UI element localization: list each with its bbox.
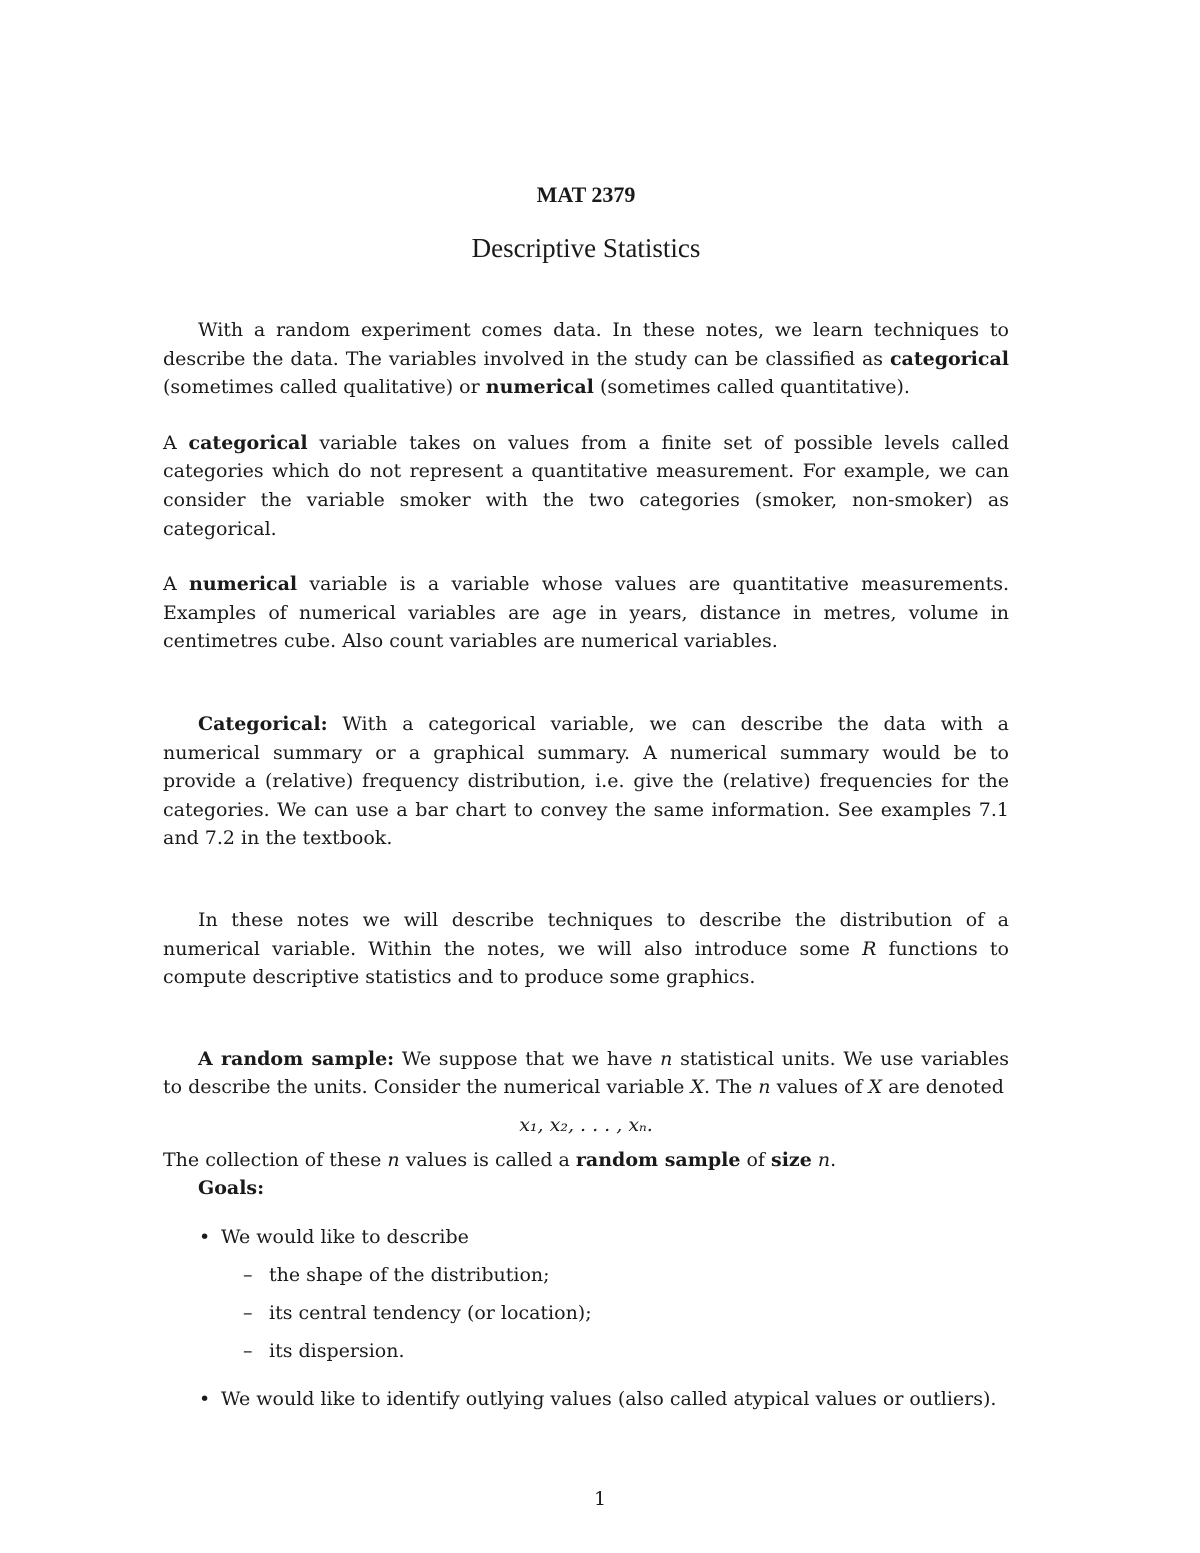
bold-size: size (771, 1148, 812, 1171)
dash-icon: – (243, 1264, 253, 1287)
var-x: X (868, 1076, 883, 1099)
intro-bold-numerical: numerical (485, 376, 594, 399)
collection-sentence (163, 1146, 1009, 1175)
random-sample-paragraph (163, 1045, 1009, 1102)
dash-icon: – (243, 1302, 253, 1325)
intro-text-2: (sometimes called qualitative) or (163, 376, 486, 399)
goals-heading: Goals: (198, 1177, 265, 1200)
numdef-bold: numerical (189, 573, 298, 596)
coll-text-2: values is called a (399, 1148, 576, 1171)
intro-text-3: (sometimes called quantitative). (593, 376, 910, 399)
list-item (221, 1337, 1009, 1365)
sub-item-shape: the shape of the distribution; (269, 1264, 550, 1287)
coll-text-1: The collection of these (163, 1148, 388, 1171)
list-item (221, 1299, 1009, 1327)
categorical-heading: Categorical: (198, 712, 328, 735)
course-code: MAT 2379 (536, 182, 636, 207)
bullet-icon: • (199, 1226, 211, 1249)
equation-text: x₁, x₂, . . . , xₙ. (519, 1113, 653, 1136)
notes-text-2: functions to compute descriptive statistics and to produce some graphics. (163, 937, 1009, 989)
notes-text-1: In these notes we will describe techniques to describe the distribution of a numerical variable. Within the notes, we will also introduce some (163, 908, 1009, 960)
numdef-text-1: A (163, 573, 189, 596)
numdef-text-2: variable is a variable whose values are quantitative measurements. Examples of numerical variables are age in years, distance in metres, volume in centimetres cube. Also count variables are numerical variables. (163, 573, 1009, 653)
goal-item-2: We would like to identify outlying values (also called atypical values or outliers). (221, 1388, 997, 1411)
catdef-bold: categorical (188, 431, 308, 454)
rs-text-5: are denoted (882, 1076, 1004, 1099)
notes-paragraph (163, 906, 1009, 992)
var-n: n (660, 1047, 673, 1070)
bullet-icon: • (199, 1388, 211, 1411)
var-n: n (758, 1076, 771, 1099)
catdef-text-2: variable takes on values from a finite set of possible levels called categories which do not represent a quantitative measurement. For example, we can consider the variable smoker with the two categories (smoker, non-smoker) as categorical. (163, 431, 1009, 540)
categorical-definition (163, 429, 1009, 543)
var-n: n (387, 1148, 400, 1171)
var-n: n (817, 1148, 831, 1171)
page-number: 1 (593, 1488, 607, 1510)
list-item (163, 1223, 1009, 1365)
rs-text-2: statistical units. We use variables to describe the units. Consider the numerical variable (163, 1047, 1010, 1099)
sample-equation (163, 1110, 1009, 1140)
goals-list (163, 1223, 1009, 1413)
coll-period: . (830, 1148, 837, 1171)
goals-heading-line (163, 1174, 1009, 1203)
goal-item-1: We would like to describe (221, 1226, 469, 1249)
intro-bold-categorical: categorical (889, 347, 1009, 370)
dash-icon: – (243, 1340, 253, 1363)
sub-item-dispersion: its dispersion. (269, 1340, 405, 1363)
document-title: Descriptive Statistics (471, 233, 701, 263)
rs-text-4: values of (770, 1076, 869, 1099)
list-item (221, 1261, 1009, 1289)
r-symbol: R (862, 937, 877, 960)
var-x: X (690, 1076, 704, 1099)
document-page (163, 178, 1009, 1413)
intro-paragraph (163, 316, 1009, 402)
random-sample-heading: A random sample: (198, 1047, 395, 1070)
sub-item-central-tendency: its central tendency (or location); (269, 1302, 592, 1325)
categorical-section (163, 710, 1009, 853)
categorical-text: With a categorical variable, we can describe the data with a numerical summary or a graphical summary. A numerical summary would be to provide a (relative) frequency distribution, i.e. give the (relative) frequencies for the categories. We can use a bar chart to convey the same information. See examples 7.1 and 7.2 in the textbook. (163, 712, 1009, 850)
coll-text-3: of (740, 1148, 771, 1171)
numerical-definition (163, 570, 1009, 656)
sub-list (221, 1261, 1009, 1365)
bold-random-sample: random sample (575, 1148, 741, 1171)
rs-text-3: . The (704, 1076, 759, 1099)
list-item (163, 1385, 1009, 1413)
rs-text-1: We suppose that we have (394, 1047, 661, 1070)
intro-text-1: With a random experiment comes data. In these notes, we learn techniques to describe the data. The variables involved in the study can be classified as (163, 319, 1009, 370)
catdef-text-1: A (163, 431, 189, 454)
